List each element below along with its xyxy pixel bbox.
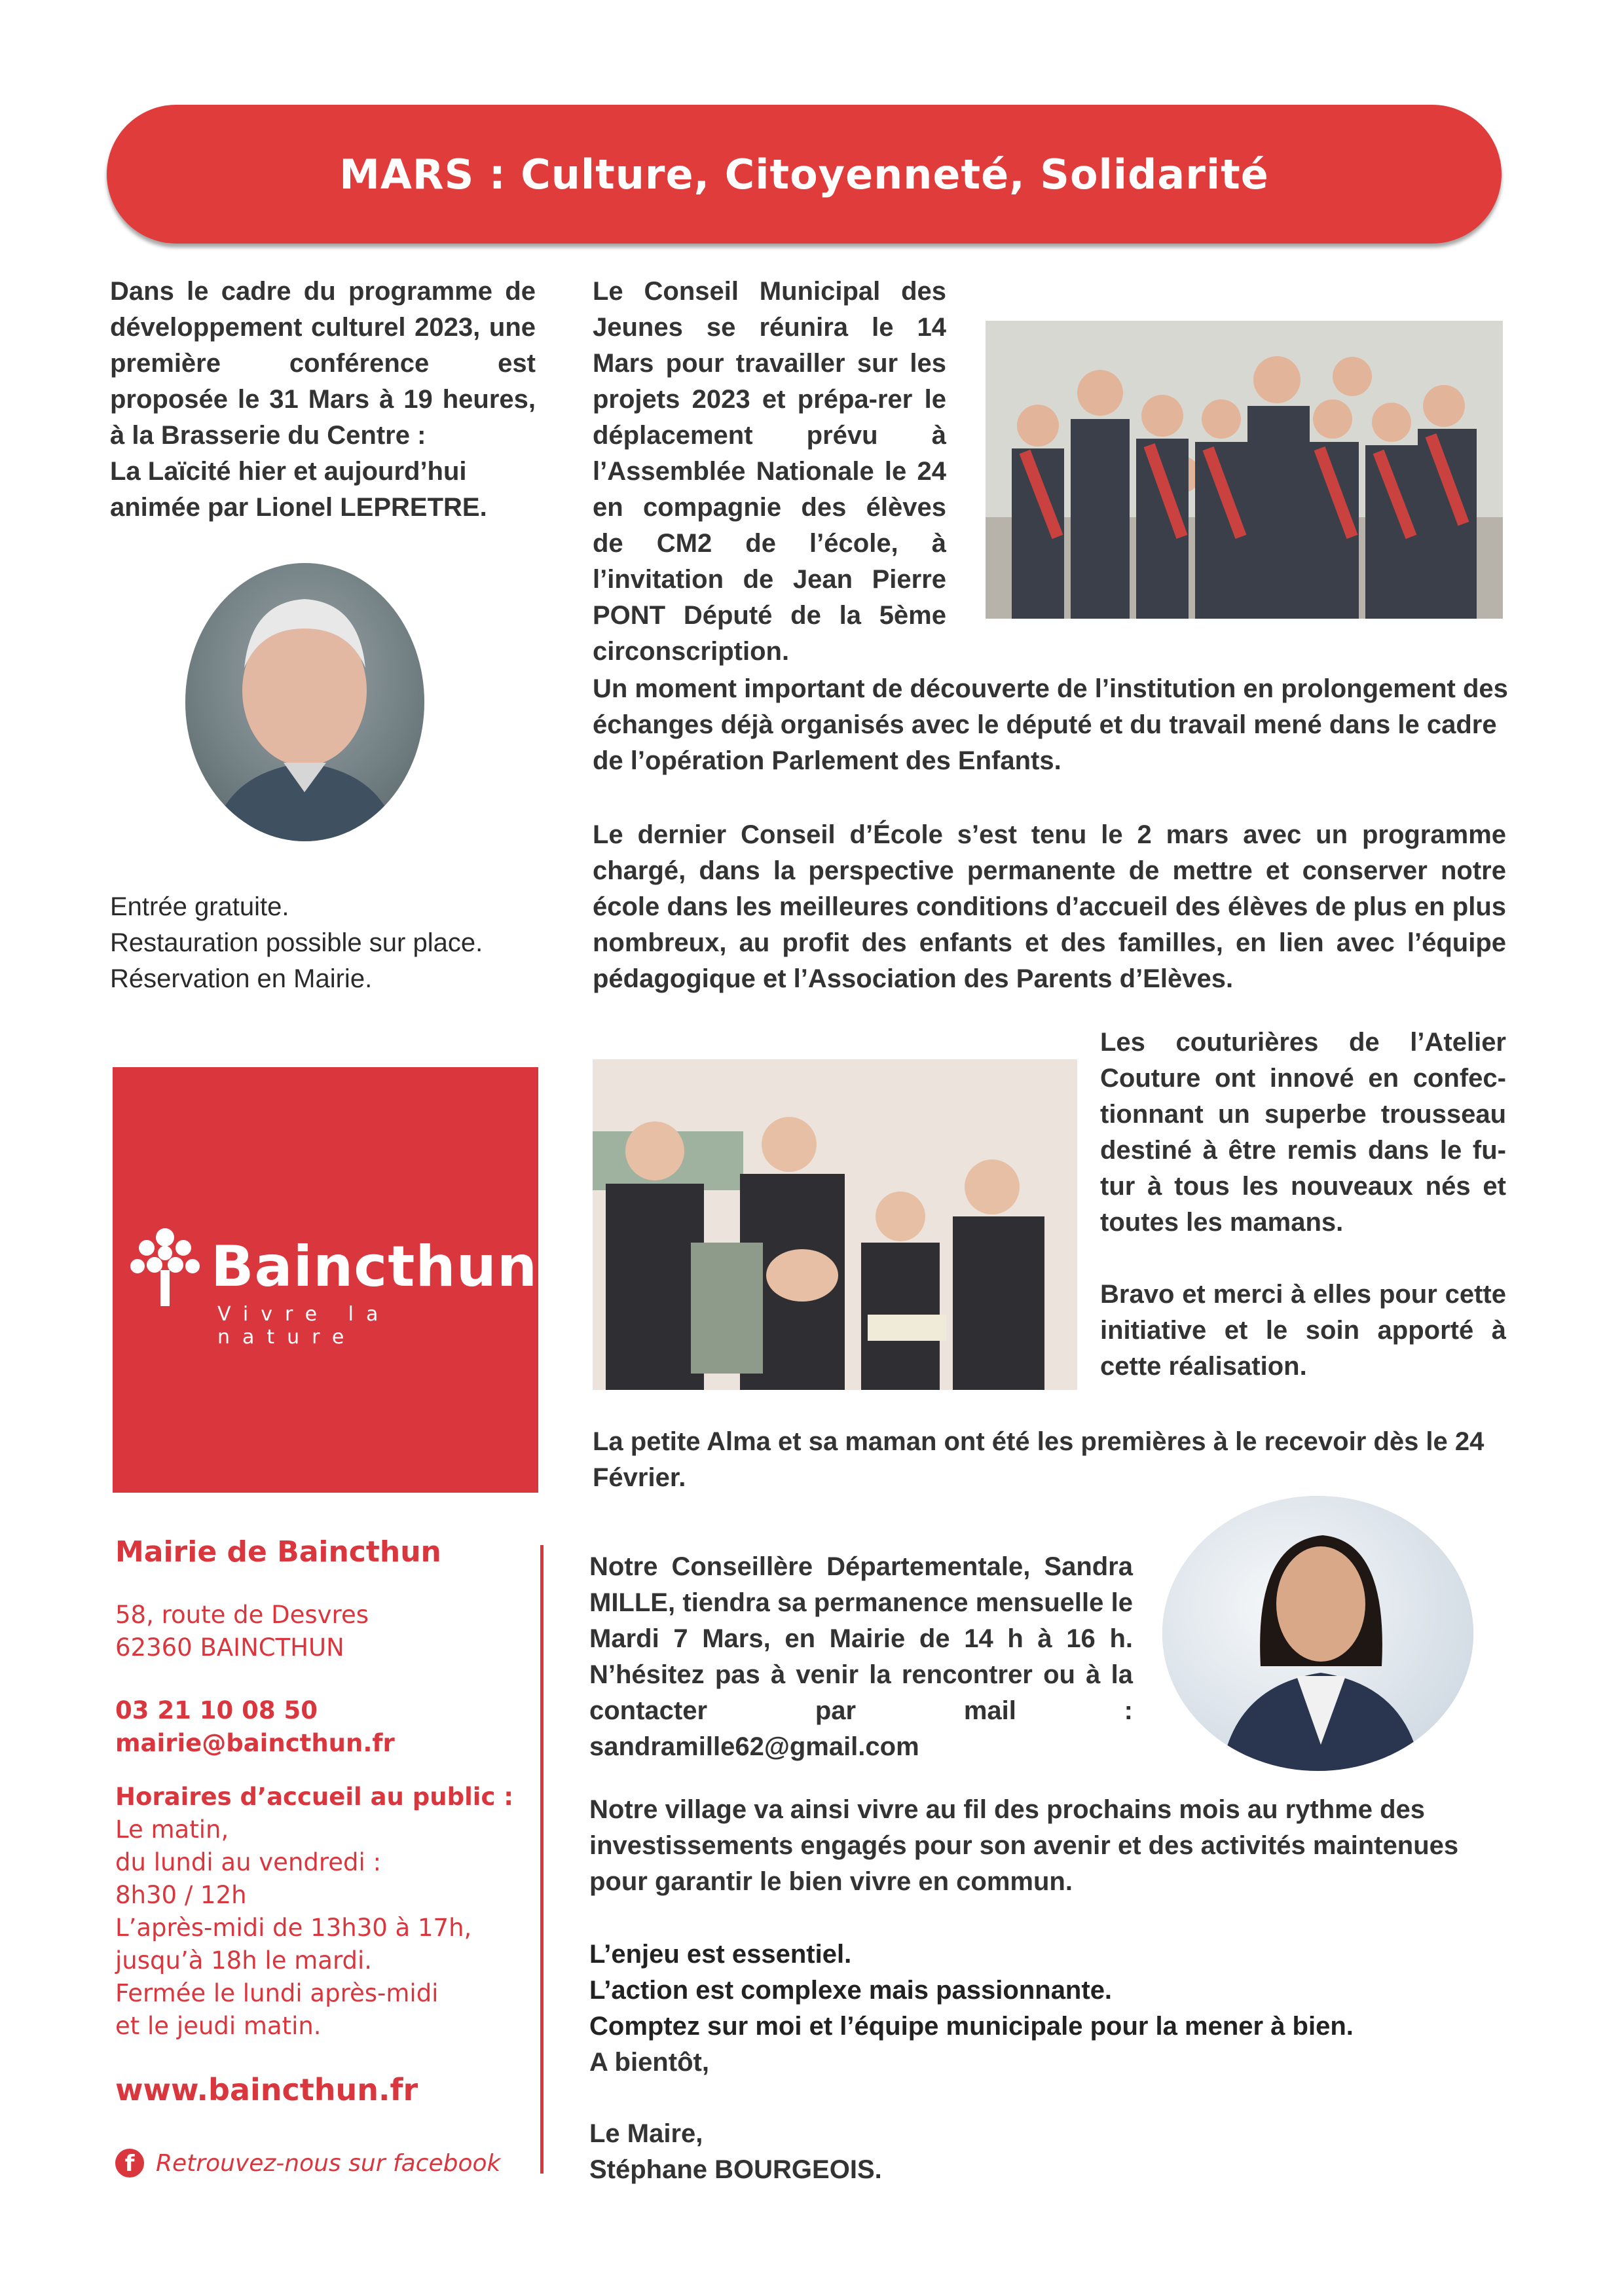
conseillere-portrait — [1162, 1496, 1473, 1771]
mayor-name: Stéphane BOURGEOIS. — [589, 2155, 882, 2184]
info-line-2: Restauration possible sur place. — [110, 928, 483, 957]
hours-line: 8h30 / 12h — [115, 1881, 247, 1909]
tree-logo-icon — [126, 1224, 204, 1309]
mairie-email[interactable]: mairie@baincthun.fr — [115, 1729, 395, 1757]
conference-intro — [110, 274, 536, 526]
address-line-2: 62360 BAINCTHUN — [115, 1633, 344, 1662]
hours-title: Horaires d’accueil au public : — [115, 1783, 514, 1811]
mairie-address — [115, 1599, 369, 1664]
hours-line: jusqu’à 18h le mardi. — [115, 1946, 373, 1975]
conseillere-text: Notre Conseillère Départementale, Sandra MILLE, tiendra sa permanence mensuelle le Mardi 7 Mars, en Mairie de 14 h à 16 h. N’hésitez pas à venir la rencontrer ou à la contacter par mail : sandramille62@gmail.com — [589, 1552, 1133, 1761]
ecole-text: Le dernier Conseil d’École s’est tenu le 2 mars avec un programme chargé, dans la perspective permanente de mettre et conserver notre école dans les meilleures conditions d’accueil des élèves de plus en plus nombreux, au profit des enfants et des familles, en lien avec l’équipe pédagogique et l’Association des Parents d’Elèves. — [593, 820, 1506, 993]
alma-text: La petite Alma et sa maman ont été les premières à le recevoir dès le 24 Février. — [593, 1427, 1485, 1492]
village-text: Notre village va ainsi vivre au fil des prochains mois au rythme des investissements engagés pour son avenir et des activités maintenues pour garantir le bien vivre en commun. — [589, 1795, 1459, 1896]
couture-photo-image — [593, 1059, 1077, 1390]
closing-line: L’action est complexe mais passionnante. — [589, 1976, 1113, 2005]
mairie-phone[interactable]: 03 21 10 08 50 — [115, 1696, 318, 1724]
hours-list — [115, 1813, 471, 2043]
conference-info — [110, 889, 536, 997]
hours-line: du lundi au vendredi : — [115, 1848, 382, 1876]
closing-line: L’enjeu est essentiel. — [589, 1940, 852, 1969]
mairie-title: Mairie de Baincthun — [115, 1535, 441, 1569]
speaker-portrait-image — [185, 563, 424, 841]
couture-text: Les couturières de l’Atelier Couture ont innové en confec-tionnant un superbe trousseau destiné à être remis dans le fu-tur à tous les nouveaux nés et toutes les mamans. — [1100, 1028, 1506, 1237]
hours-line: et le jeudi matin. — [115, 2012, 322, 2040]
cmj-text: Le Conseil Municipal des Jeunes se réunira le 14 Mars pour travailler sur les projets 2023 et prépa-rer le déplacement prévu à l’Assemblée Nationale le 24 en compagnie des élèves de CM2 de l’école, à l’invitation de Jean Pierre PONT Député de la 5ème circonscription. — [593, 277, 946, 666]
facebook-icon: f — [115, 2149, 144, 2178]
logo-tagline: Vivre la nature — [217, 1303, 391, 1349]
speaker-portrait — [185, 563, 424, 841]
info-line-1: Entrée gratuite. — [110, 892, 289, 921]
header-banner — [107, 105, 1502, 244]
signature-block — [589, 2116, 1113, 2188]
logo-box — [113, 1067, 538, 1493]
hours-line: Fermée le lundi après-midi — [115, 1979, 439, 2007]
conseillere-portrait-image — [1162, 1496, 1473, 1771]
cmj-group-photo-image — [986, 321, 1503, 619]
website-link[interactable]: www.baincthun.fr — [115, 2072, 418, 2107]
info-line-3: Réservation en Mairie. — [110, 964, 373, 993]
facebook-label: Retrouvez-nous sur facebook — [156, 2149, 501, 2177]
closing-line: Comptez sur moi et l’équipe municipale pour la mener à bien. — [589, 2012, 1354, 2041]
facebook-link[interactable] — [115, 2149, 500, 2178]
closing-block — [589, 1937, 1506, 2081]
mayor-role: Le Maire, — [589, 2119, 703, 2148]
logo-name: Baincthun — [211, 1234, 538, 1300]
moment-text: Un moment important de découverte de l’institution en prolongement des échanges déjà organisés avec le député et du travail mené dans le cadre de l’opération Parlement des Enfants. — [593, 674, 1508, 775]
bravo-text: Bravo et merci à elles pour cette initiative et le soin apporté à cette réalisation. — [1100, 1280, 1506, 1381]
couture-photo — [593, 1059, 1077, 1390]
cmj-group-photo — [986, 321, 1503, 619]
sidebar-divider — [540, 1545, 544, 2174]
conference-intro-text: Dans le cadre du programme de développement culturel 2023, une première conférence est proposée le 31 Mars à 19 heures, à la Brasserie du Centre : — [110, 277, 536, 450]
hours-line: L’après-midi de 13h30 à 17h, — [115, 1914, 472, 1942]
address-line-1: 58, route de Desvres — [115, 1601, 369, 1629]
mairie-contact — [115, 1694, 395, 1760]
page-title: MARS : Culture, Citoyenneté, Solidarité — [339, 150, 1269, 198]
hours-line: Le matin, — [115, 1815, 229, 1844]
closing-bientot: A bientôt, — [589, 2048, 709, 2077]
conference-title: La Laïcité hier et aujourd’hui animée par Lionel LEPRETRE. — [110, 457, 487, 522]
